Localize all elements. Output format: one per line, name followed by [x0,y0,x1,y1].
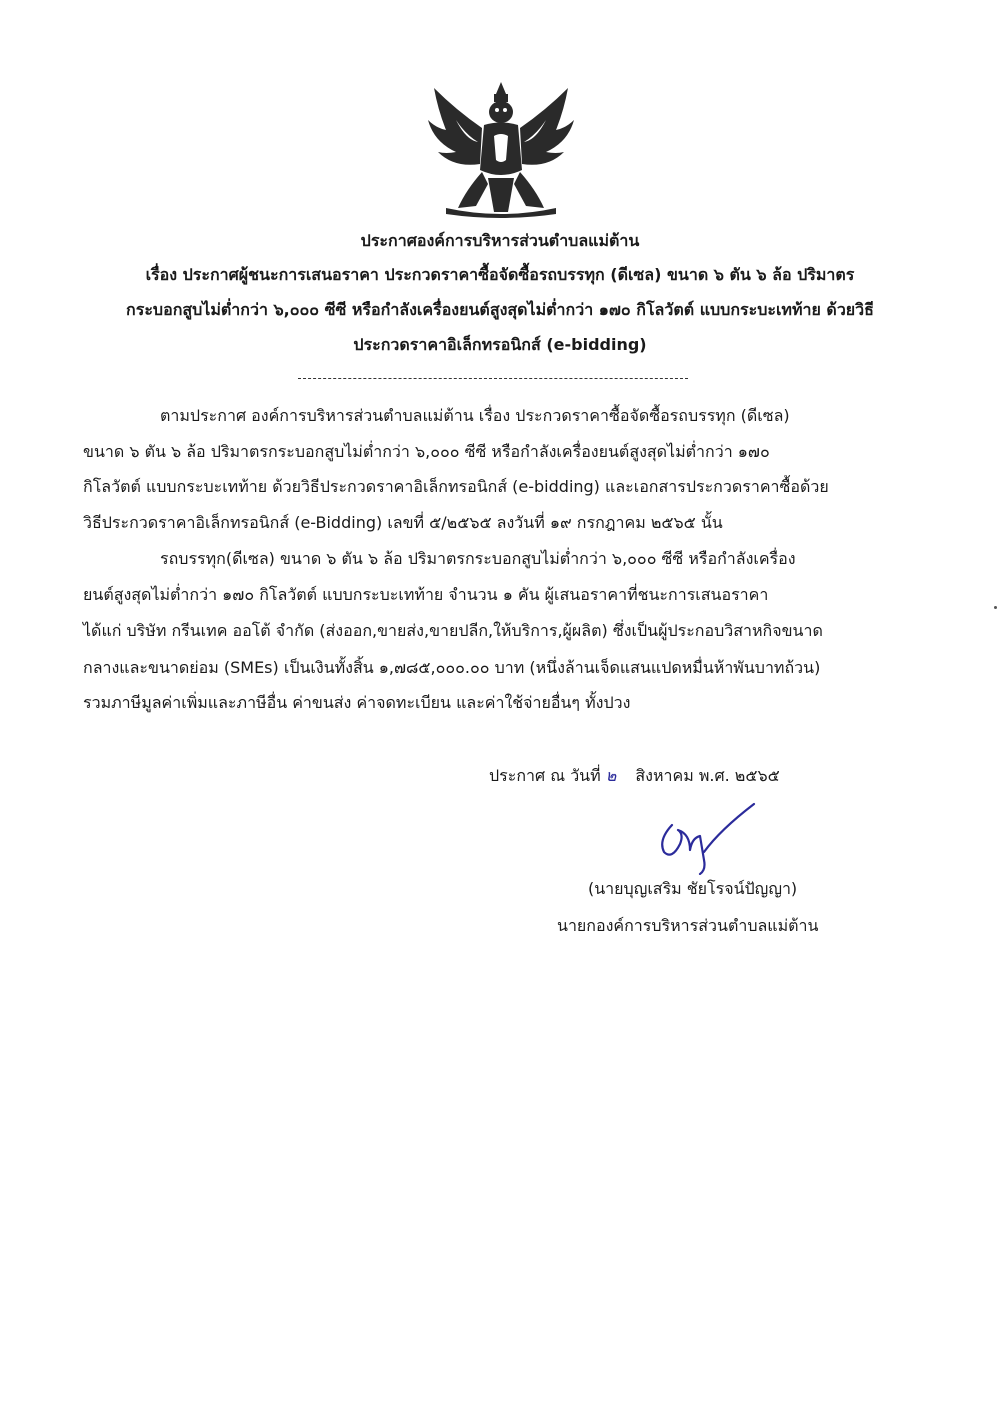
announcement-title: ประกาศองค์การบริหารส่วนตำบลแม่ต้าน [360,231,640,250]
paragraph-2-line-1: รถบรรทุก(ดีเซล) ขนาด ๖ ตัน ๖ ล้อ ปริมาตรกระบอกสูบไม่ต่ำกว่า ๖,๐๐๐ ซีซี หรือกำลังเครื่อง [160,549,796,568]
paragraph-2-line-3: ได้แก่ บริษัท กรีนเทค ออโต้ จำกัด (ส่งออก,ขายส่ง,ขายปลีก,ให้บริการ,ผู้ผลิต) ซึ่งเป็นผู้ประกอบวิสาหกิจขนาด [83,621,823,640]
paragraph-1-line-3: กิโลวัตต์ แบบกระบะเทท้าย ด้วยวิธีประกวดราคาอิเล็กทรอนิกส์ (e-bidding) และเอกสารประกวดราคาซื้อด้วย [83,477,829,496]
subject-line-3: ประกวดราคาอิเล็กทรอนิกส์ (e-bidding) [353,335,647,354]
paragraph-1-line-1: ตามประกาศ องค์การบริหารส่วนตำบลแม่ต้าน เรื่อง ประกวดราคาซื้อจัดซื้อรถบรรทุก (ดีเซล) [160,406,790,425]
date-day: ๒ [605,766,617,785]
paragraph-2-line-5: รวมภาษีมูลค่าเพิ่มและภาษีอื่น ค่าขนส่ง ค่าจดทะเบียน และค่าใช้จ่ายอื่นๆ ทั้งปวง [83,693,631,712]
handwritten-signature-icon [650,800,760,875]
garuda-emblem-icon [416,80,586,220]
signer-name: (นายบุญเสริม ชัยโรจน์ปัญญา) [588,879,798,898]
paragraph-1-line-2: ขนาด ๖ ตัน ๖ ล้อ ปริมาตรกระบอกสูบไม่ต่ำกว่า ๖,๐๐๐ ซีซี หรือกำลังเครื่องยนต์สูงสุดไม่ต่ำกว่า ๑๗๐ [83,442,770,461]
paragraph-2-line-2: ยนต์สูงสุดไม่ต่ำกว่า ๑๗๐ กิโลวัตต์ แบบกระบะเทท้าย จำนวน ๑ คัน ผู้เสนอราคาที่ชนะการเสนอราคา [83,585,769,604]
date-month-year: สิงหาคม พ.ศ. ๒๕๖๕ [635,766,780,785]
signer-title: นายกองค์การบริหารส่วนตำบลแม่ต้าน [557,916,819,935]
stray-dot [994,606,997,609]
announcement-date [489,765,780,787]
paragraph-2-line-4: กลางและขนาดย่อม (SMEs) เป็นเงินทั้งสิ้น ๑,๗๘๕,๐๐๐.๐๐ บาท (หนึ่งล้านเจ็ดแสนแปดหมื่นห้าพันบาทถ้วน) [83,658,821,677]
header-separator [298,378,688,379]
subject-line-1: เรื่อง ประกาศผู้ชนะการเสนอราคา ประกวดราคาซื้อจัดซื้อรถบรรทุก (ดีเซล) ขนาด ๖ ตัน ๖ ล้อ ปริมาตร [145,265,855,284]
subject-line-2: กระบอกสูบไม่ต่ำกว่า ๖,๐๐๐ ซีซี หรือกำลังเครื่องยนต์สูงสุดไม่ต่ำกว่า ๑๗๐ กิโลวัตต์ แบบกระบะเทท้าย ด้วยวิธี [126,300,874,319]
paragraph-1-line-4: วิธีประกวดราคาอิเล็กทรอนิกส์ (e-Bidding) เลขที่ ๕/๒๕๖๕ ลงวันที่ ๑๙ กรกฎาคม ๒๕๖๕ นั้น [83,513,723,532]
date-prefix: ประกาศ ณ วันที่ [489,766,601,785]
